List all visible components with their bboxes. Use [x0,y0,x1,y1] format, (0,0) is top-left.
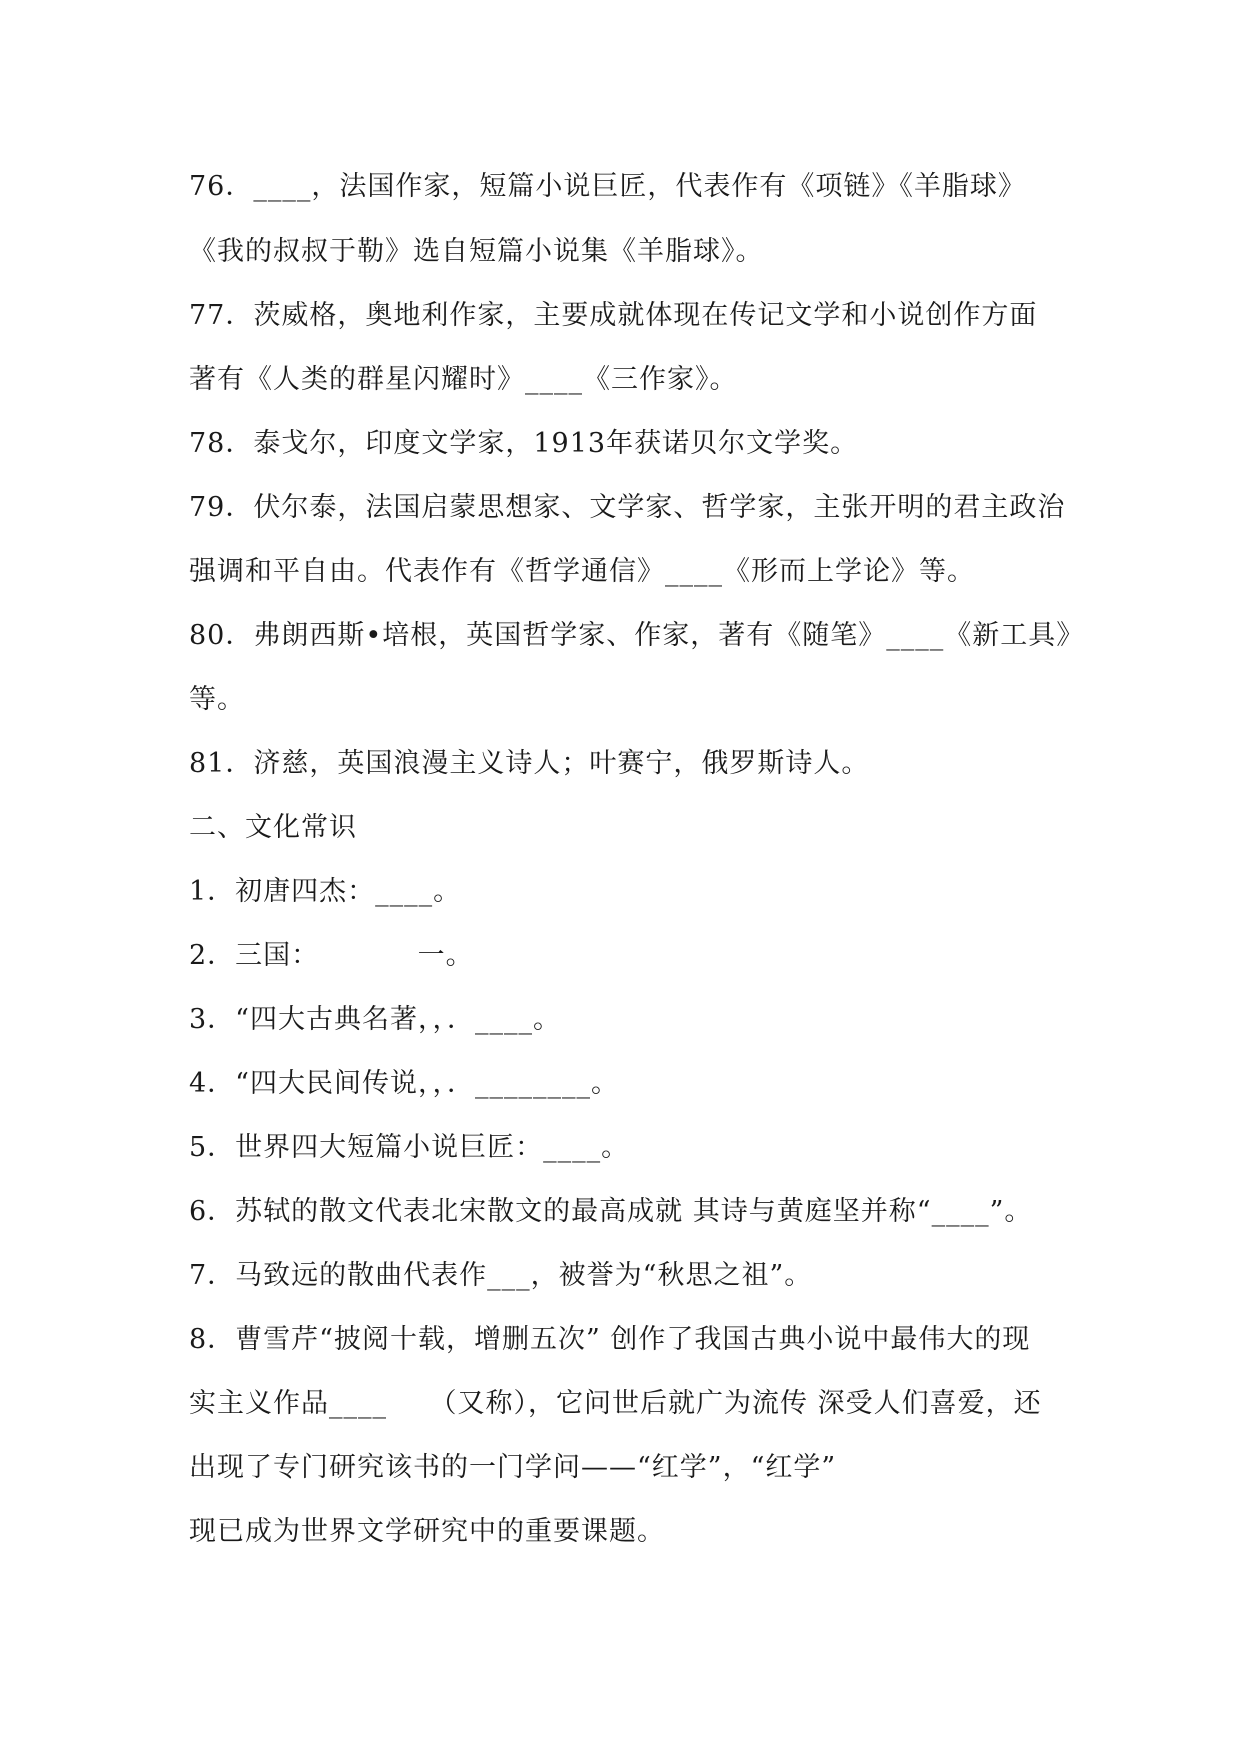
text-line-80: 80．弗朗西斯•培根，英国哲学家、作家，著有《随笔》____《新工具》 [189,620,1085,651]
text-line-76-cont: 《我的叔叔于勒》选自短篇小说集《羊脂球》。 [189,236,764,267]
text-line-80-cont: 等。 [189,684,245,715]
text-line-q8: 8．曹雪芹“披阅十载，增删五次” 创作了我国古典小说中最伟大的现 [189,1324,1031,1355]
text-line-77: 77．茨威格，奥地利作家，主要成就体现在传记文学和小说创作方面 [189,300,1038,331]
text-line-q5: 5．世界四大短篇小说巨匠：____。 [189,1132,630,1163]
text-line-q3: 3．“四大古典名著，，．____。 [189,1004,561,1035]
text-line-q1: 1．初唐四杰：____。 [189,876,462,907]
text-line-q8-cont-3: 现已成为世界文学研究中的重要课题。 [189,1516,665,1547]
text-line-q6: 6．苏轼的散文代表北宋散文的最高成就 其诗与黄庭坚并称“____”。 [189,1196,1033,1227]
section-heading: 二、文化常识 [189,812,357,843]
text-line-78: 78．泰戈尔，印度文学家，1913年获诺贝尔文学奖。 [189,428,859,459]
text-line-q7: 7．马致远的散曲代表作___，被誉为“秋思之祖”。 [189,1260,813,1291]
text-line-81: 81．济慈，英国浪漫主义诗人；叶赛宁，俄罗斯诗人。 [189,748,870,779]
text-line-77-cont: 著有《人类的群星闪耀时》____《三作家》。 [189,364,738,395]
text-line-q8-cont-1: 实主义作品____ （又称），它问世后就广为流传 深受人们喜爱，还 [189,1388,1042,1419]
text-line-79: 79．伏尔泰，法国启蒙思想家、文学家、哲学家，主张开明的君主政治 [189,492,1066,523]
text-line-q2: 2．三国： 一。 [189,940,474,971]
text-line-79-cont: 强调和平自由。代表作有《哲学通信》____《形而上学论》等。 [189,556,975,587]
text-line-q8-cont-2: 出现了专门研究该书的一门学问——“红学”，“红学” [189,1452,837,1483]
text-line-76: 76．____，法国作家，短篇小说巨匠，代表作有《项链》《羊脂球》 [189,171,1026,202]
text-line-q4: 4．“四大民间传说，，．________。 [189,1068,619,1099]
